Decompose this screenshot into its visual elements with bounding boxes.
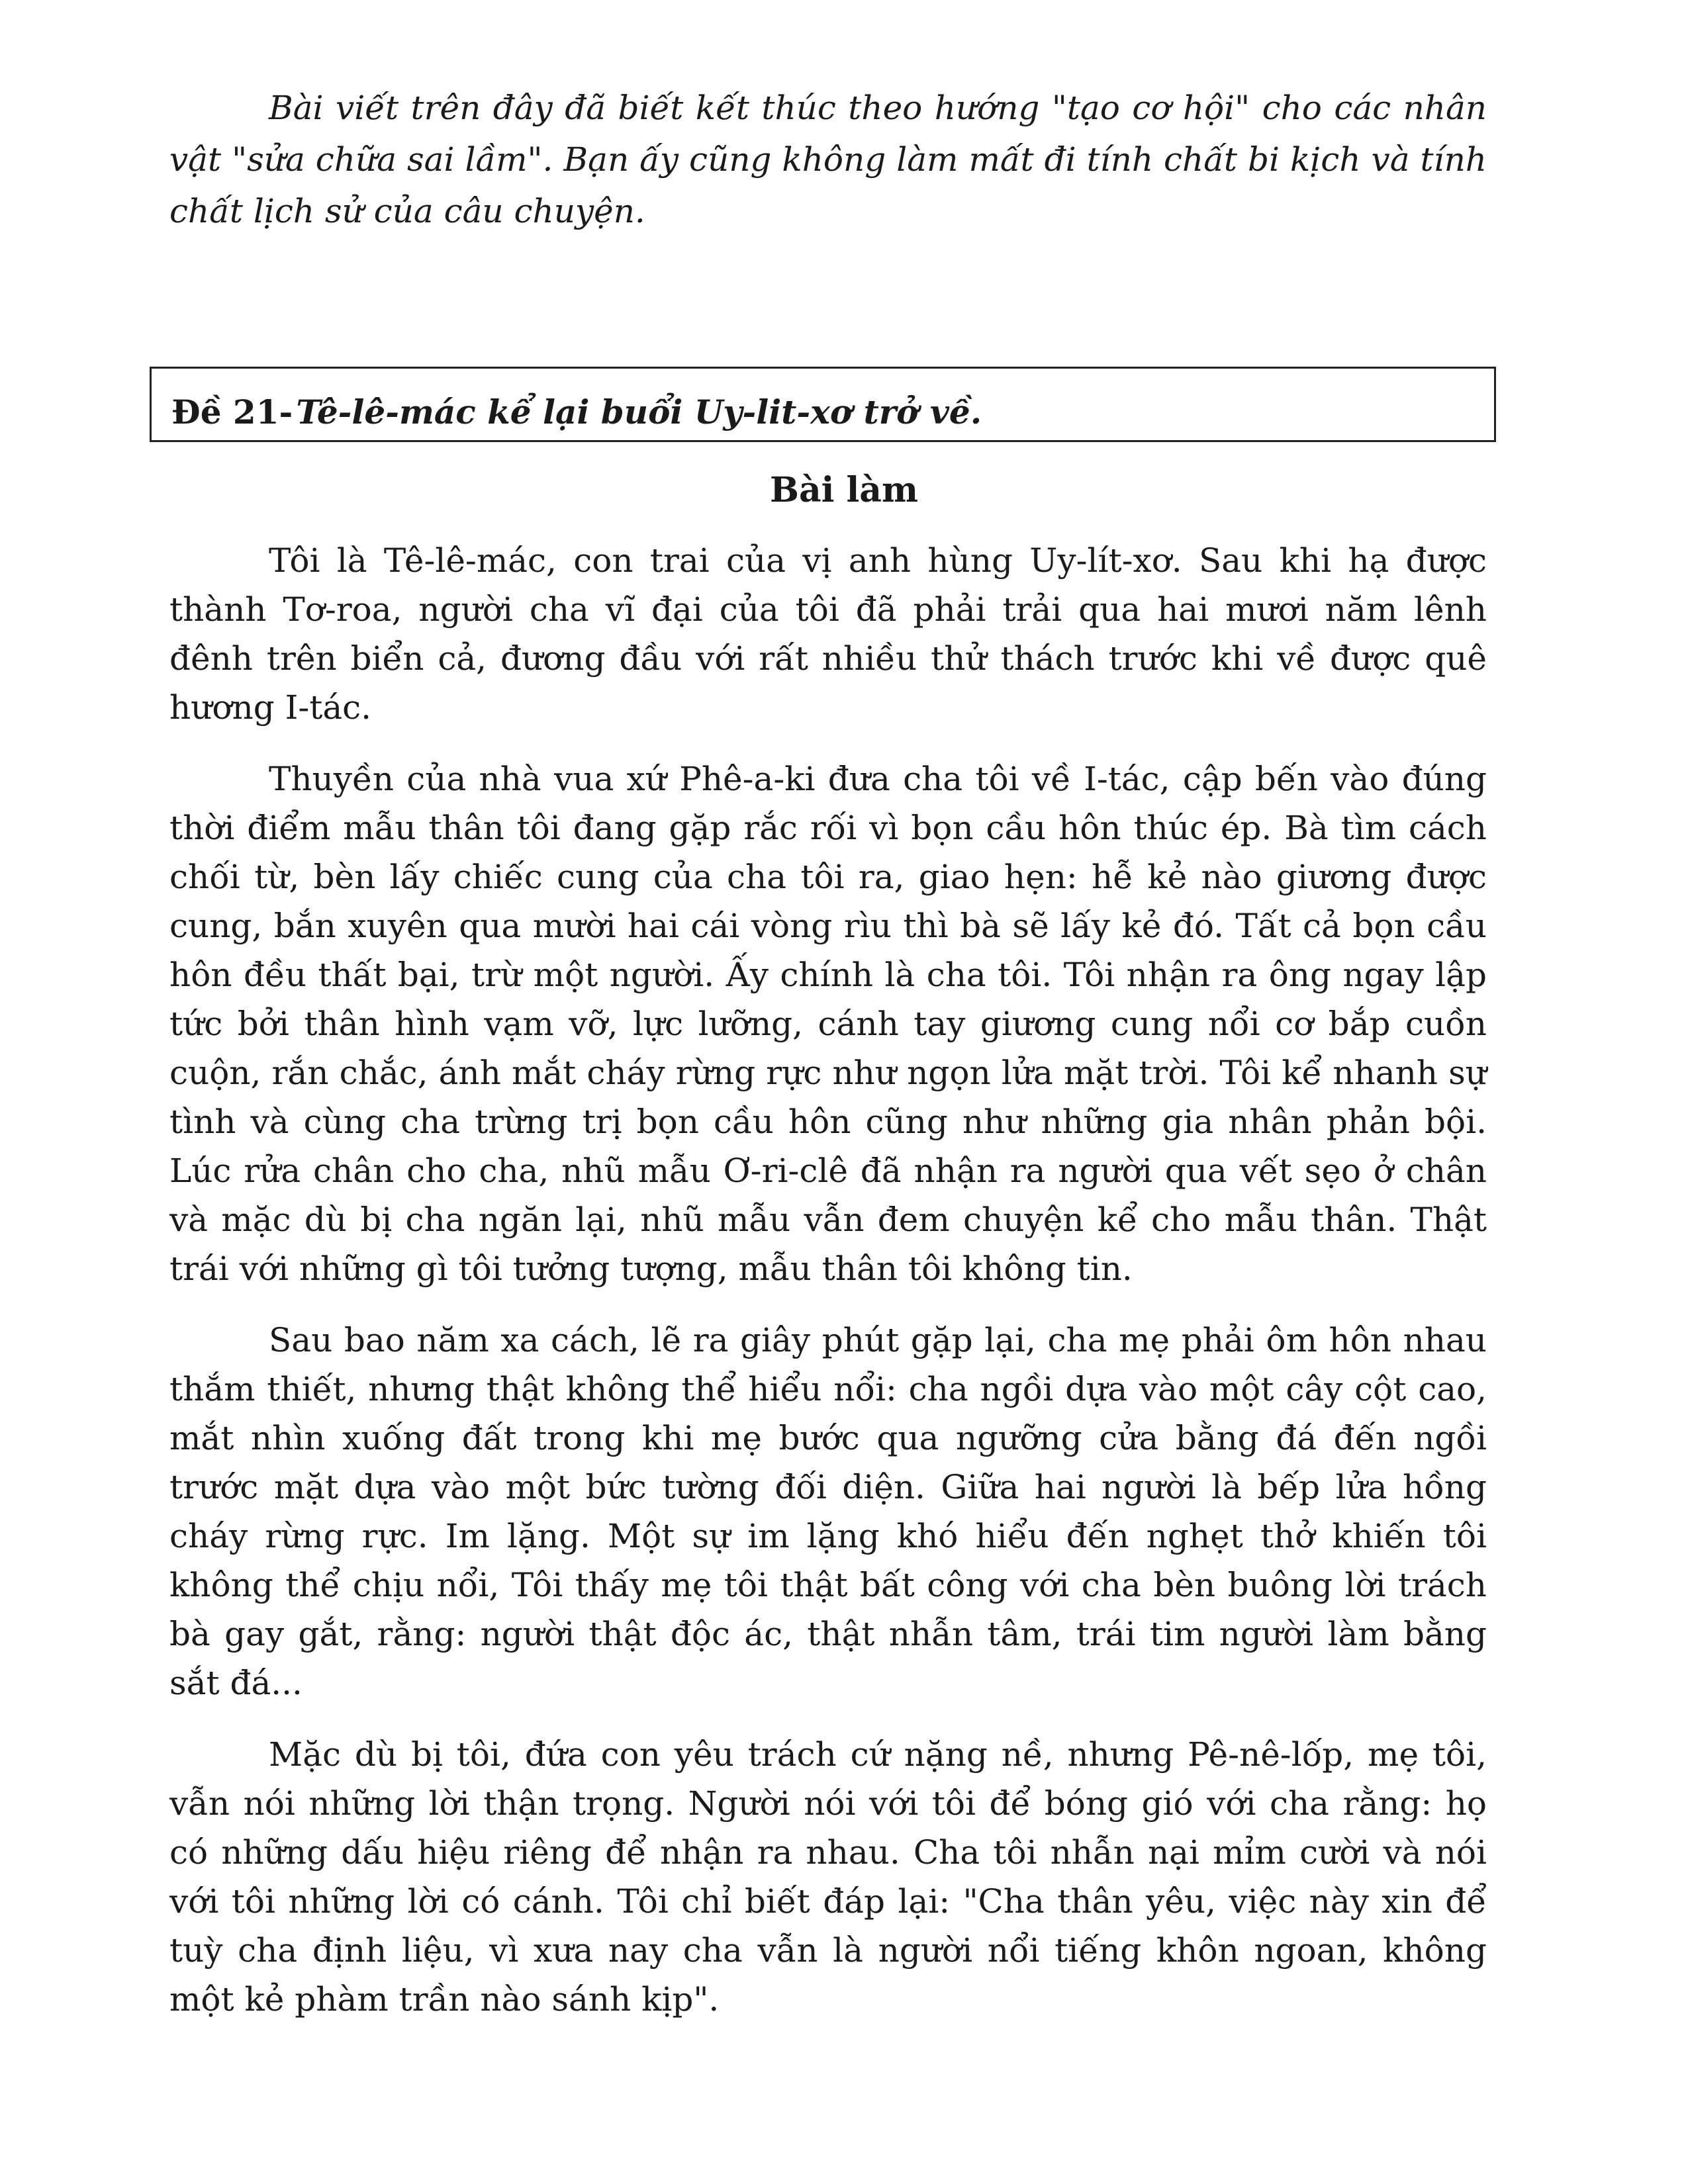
essay-body xyxy=(169,536,1487,2046)
topic-title: Tê-lê-mác kể lại buổi Uy-lit-xơ trở về. xyxy=(296,392,982,432)
topic-number: Đề 21- xyxy=(171,392,293,432)
essay-heading: Bài làm xyxy=(770,470,918,510)
intro-paragraph: Bài viết trên đây đã biết kết thúc theo hướng "tạo cơ hội" cho các nhân vật "sửa chữa sai lầm". Bạn ấy cũng không làm mất đi tính chất bi kịch và tính chất lịch sử của câu chuyện. xyxy=(169,89,1487,230)
essay-paragraph-1: Tôi là Tê-lê-mác, con trai của vị anh hùng Uy-lít-xơ. Sau khi hạ được thành Tơ-roa, người cha vĩ đại của tôi đã phải trải qua hai mươi năm lênh đênh trên biển cả, đương đầu với rất nhiều thử thách trước khi về được quê hương I-tác. xyxy=(169,541,1487,727)
essay-paragraph-3: Sau bao năm xa cách, lẽ ra giây phút gặp lại, cha mẹ phải ôm hôn nhau thắm thiết, nhưng thật không thể hiểu nổi: cha ngồi dựa vào một cây cột cao, mắt nhìn xuống đất trong khi mẹ bước qua ngưỡng cửa bằng đá đến ngồi trước mặt dựa vào một bức tường đối diện. Giữa hai người là bếp lửa hồng cháy rừng rực. Im lặng. Một sự im lặng khó hiểu đến nghẹt thở khiến tôi không thể chịu nổi, Tôi thấy mẹ tôi thật bất công với cha bèn buông lời trách bà gay gắt, rằng: người thật độc ác, thật nhẫn tâm, trái tim người làm bằng sắt đá... xyxy=(169,1321,1487,1702)
essay-paragraph-4: Mặc dù bị tôi, đứa con yêu trách cứ nặng nề, nhưng Pê-nê-lốp, mẹ tôi, vẫn nói những lời thận trọng. Người nói với tôi để bóng gió với cha rằng: họ có những dấu hiệu riêng để nhận ra nhau. Cha tôi nhẫn nại mỉm cười và nói với tôi những lời có cánh. Tôi chỉ biết đáp lại: "Cha thân yêu, việc này xin để tuỳ cha định liệu, vì xưa nay cha vẫn là người nổi tiếng khôn ngoan, không một kẻ phàm trần nào sánh kịp". xyxy=(169,1735,1487,2019)
topic-box xyxy=(150,367,1496,442)
essay-paragraph-2: Thuyền của nhà vua xứ Phê-a-ki đưa cha tôi về I-tác, cập bến vào đúng thời điểm mẫu thân tôi đang gặp rắc rối vì bọn cầu hôn thúc ép. Bà tìm cách chối từ, bèn lấy chiếc cung của cha tôi ra, giao hẹn: hễ kẻ nào giương được cung, bắn xuyên qua mười hai cái vòng rìu thì bà sẽ lấy kẻ đó. Tất cả bọn cầu hôn đều thất bại, trừ một người. Ấy chính là cha tôi. Tôi nhận ra ông ngay lập tức bởi thân hình vạm vỡ, lực lưỡng, cánh tay giương cung nổi cơ bắp cuồn cuộn, rắn chắc, ánh mắt cháy rừng rực như ngọn lửa mặt trời. Tôi kể nhanh sự tình và cùng cha trừng trị bọn cầu hôn cũng như những gia nhân phản bội. Lúc rửa chân cho cha, nhũ mẫu Ơ-ri-clê đã nhận ra người qua vết sẹo ở chân và mặc dù bị cha ngăn lại, nhũ mẫu vẫn đem chuyện kể cho mẫu thân. Thật trái với những gì tôi tưởng tượng, mẫu thân tôi không tin. xyxy=(169,760,1487,1288)
